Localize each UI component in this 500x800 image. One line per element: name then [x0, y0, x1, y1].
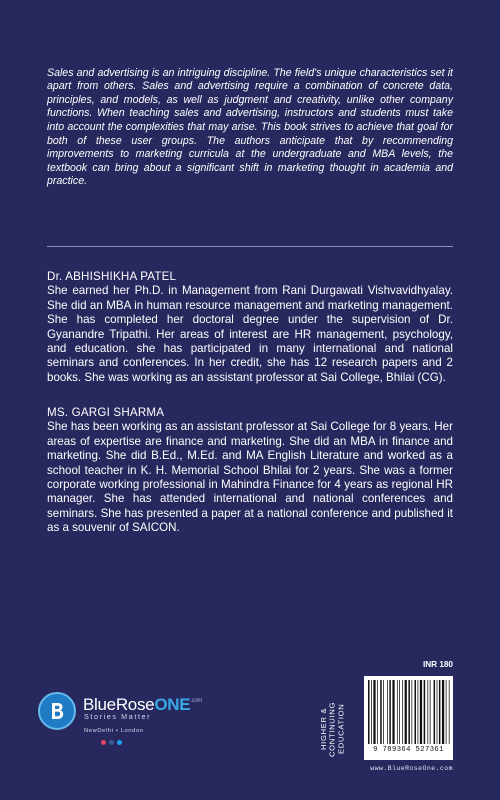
publisher-logo-mark — [38, 692, 76, 730]
author-bio-text: She has been working as an assistant professor at Sai College for 8 years. Her areas of expertise are finance and marketing. She did an MBA in finance and marketing. She did B.Ed., M.Ed. and MA English Literature and worked as a school teacher in K. H. Memorial School Bhilai for 2 years. She was a former corporate working professional in Mahindra Finance for 4 years as regional HR manager. She has attended international and national conferences and seminars. She has presented a paper at a national conference and published it as a souvenir of SAICON. — [47, 420, 453, 535]
book-blurb: Sales and advertising is an intriguing discipline. The field's unique characteristics set it apart from others. Sales and advertising require a combination of concrete data, principles, and models, as well as judgment and creativity, unlike other company functions. When teaching sales and advertising, instructors and students must take into account the complexities that may arise. This book strives to achieve that goal for both of these user groups. The authors anticipate that by recommending improvements to marketing curricula at the undergraduate and MBA levels, the textbook can bring about a significant shift in marketing thought in academia and practice. — [47, 66, 453, 188]
facebook-icon — [109, 740, 114, 745]
publisher-logo — [38, 688, 238, 760]
b-letter-icon — [46, 700, 68, 722]
author-bio-2 — [47, 406, 453, 536]
price-label: INR 180 — [422, 660, 453, 669]
isbn-barcode — [364, 676, 453, 760]
twitter-icon — [117, 740, 122, 745]
author-name: MS. GARGI SHARMA — [47, 406, 165, 419]
publisher-website: www.BlueRoseOne.com — [370, 765, 453, 772]
category-label: HIGHER & CONTINUING EDUCATION — [319, 701, 346, 757]
author-bio-1 — [47, 270, 453, 385]
publisher-locations: NewDelhi • London — [84, 728, 144, 734]
instagram-icon — [101, 740, 106, 745]
author-name: Dr. ABHISHIKHA PATEL — [47, 270, 177, 283]
publisher-tagline: Stories Matter — [84, 712, 152, 721]
isbn-number: 9 789364 527361 — [373, 746, 444, 754]
barcode-bars — [367, 680, 450, 744]
section-divider — [47, 246, 453, 247]
author-bio-text: She earned her Ph.D. in Management from Rani Durgawati Vishvavidhyalay. She did an MBA in human resource management and marketing management. She has completed her doctoral degree under the supervision of Dr. Gyanandre Tripathi. Her areas of interest are HR management, psychology, and education. she has participated in many international and national seminars and conferences. In her credit, she has 12 research papers and 2 books. She was working as an assistant professor at Sai College, Bhilai (CG). — [47, 284, 453, 384]
publisher-name: BlueRoseONE$^{.com}$ — [83, 695, 203, 714]
social-icons — [101, 740, 122, 745]
